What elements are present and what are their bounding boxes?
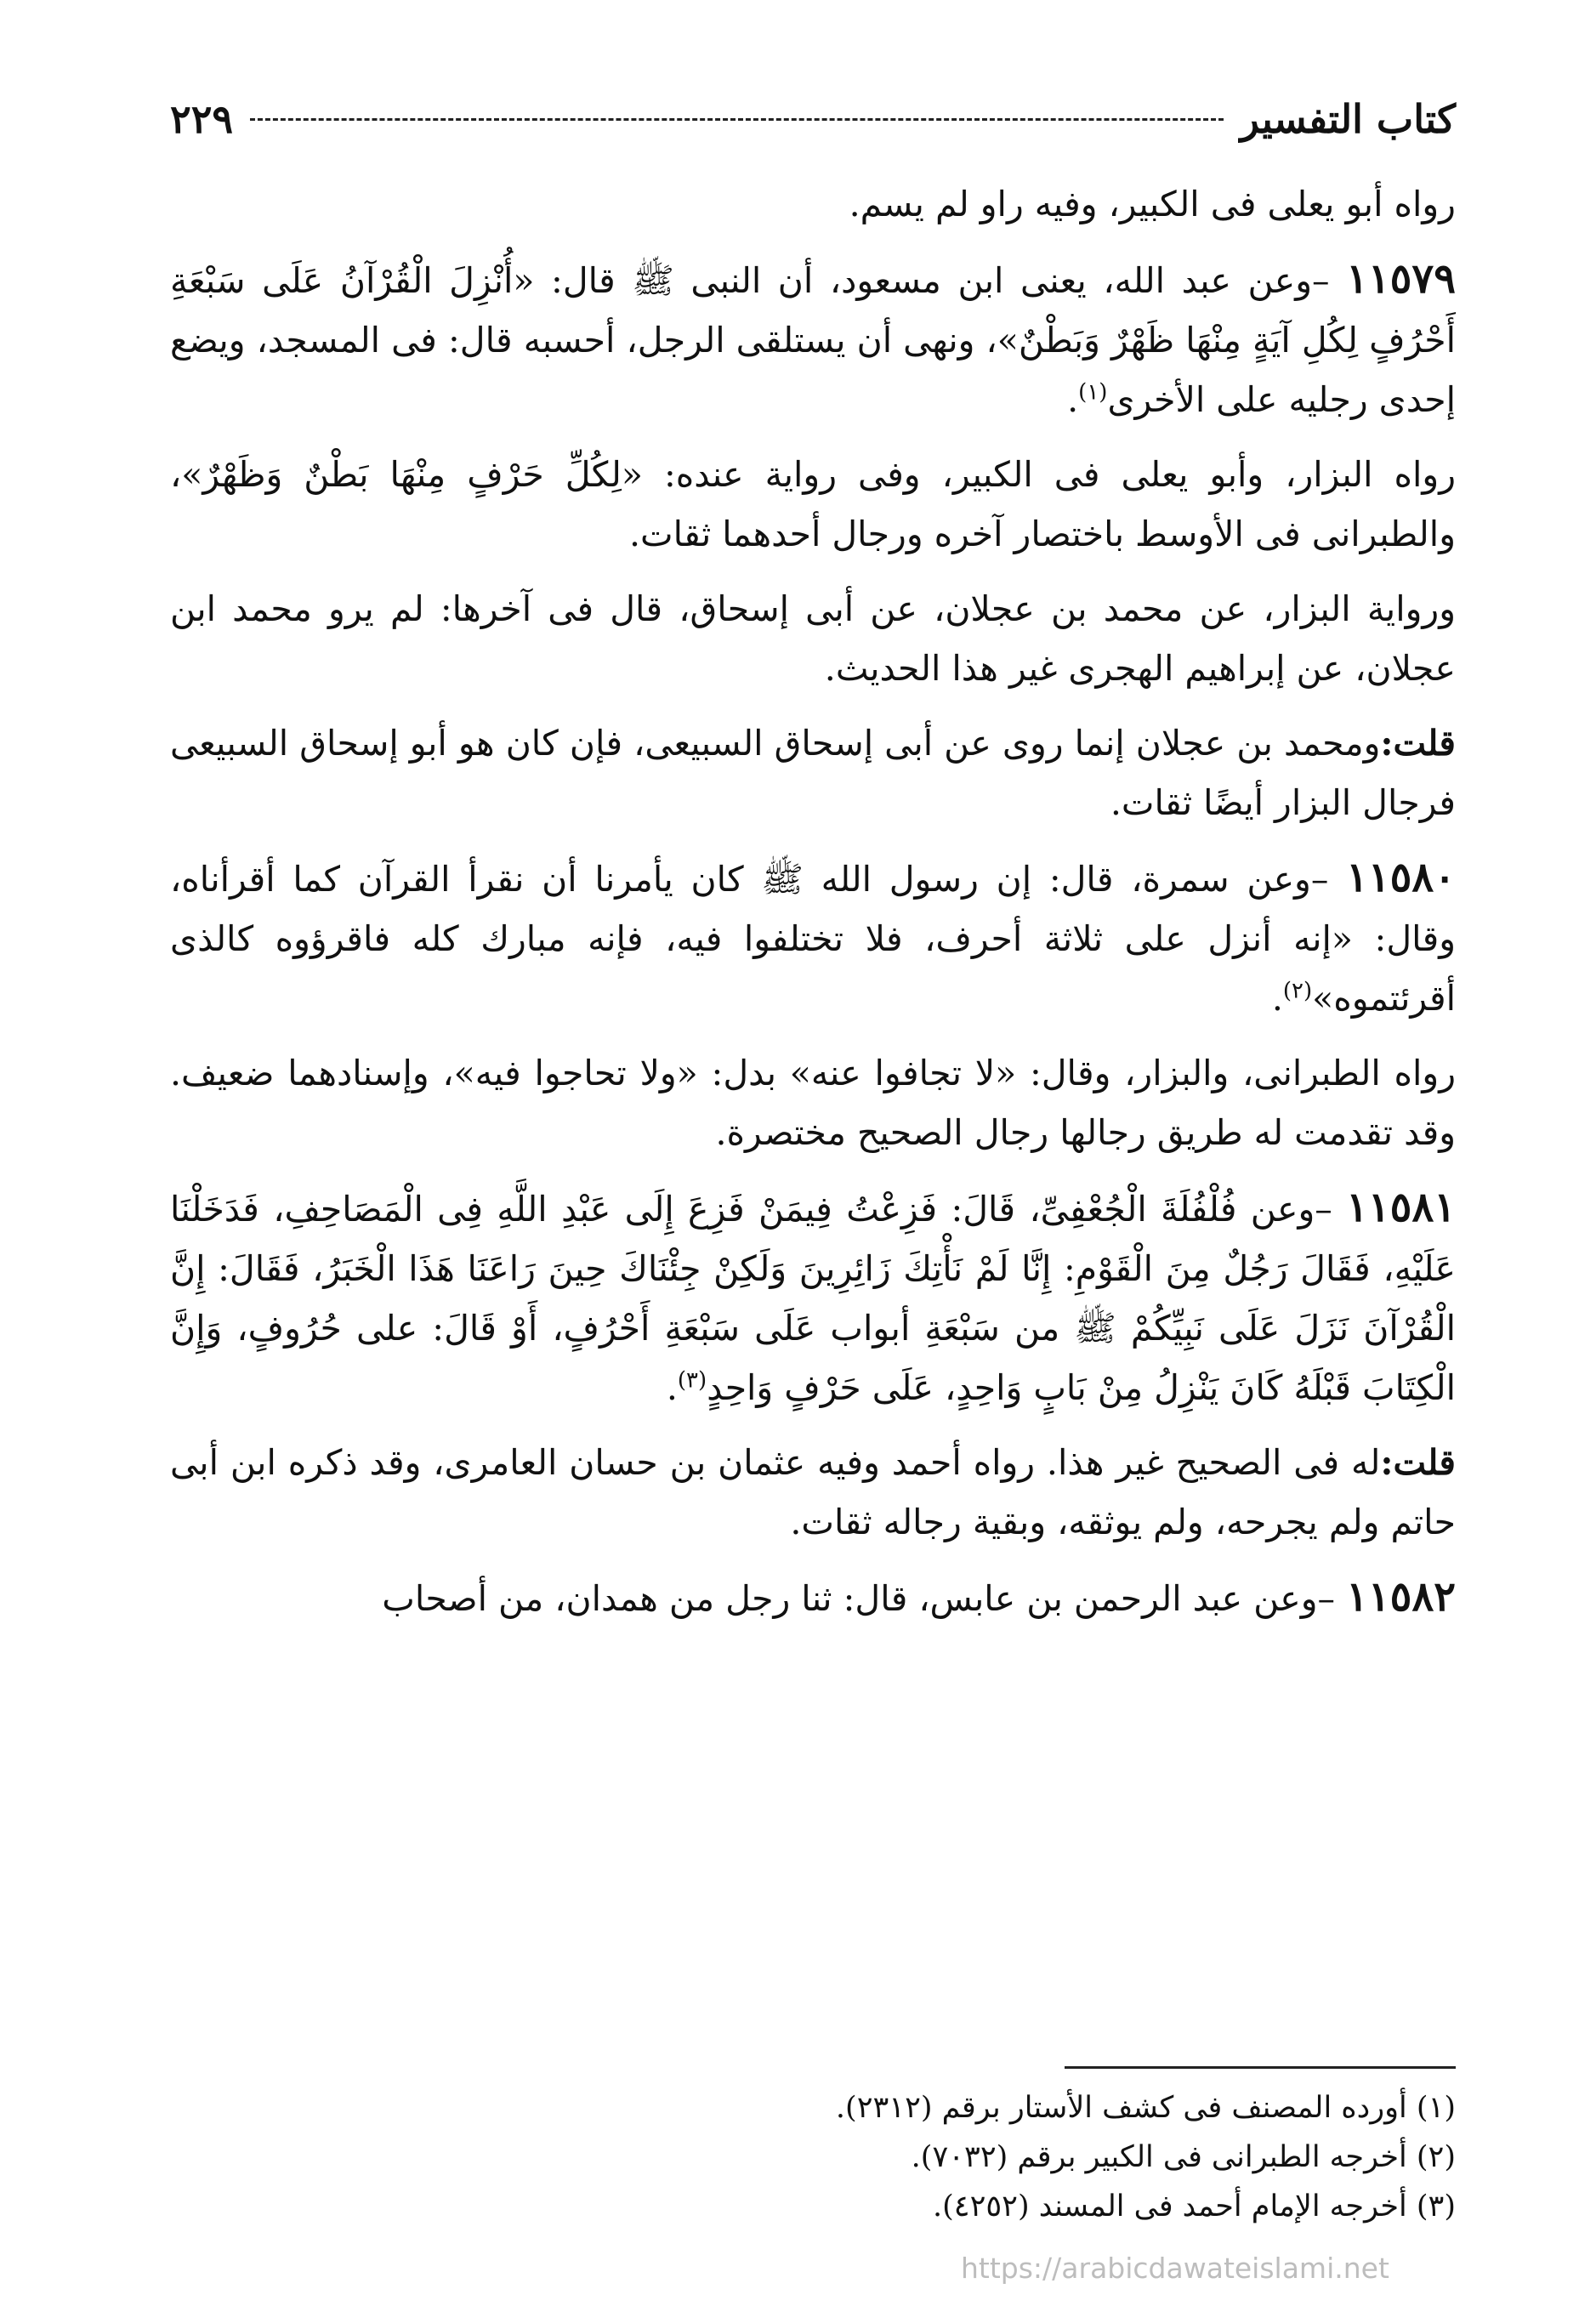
paragraph: ١١٥٧٩ –وعن عبد الله، يعنى ابن مسعود، أن النبى ﷺ قال: «أُنْزِلَ الْقُرْآنُ عَلَى سَبْعَةِ أَحْرُفٍ لِكُلِ آيَةٍ مِنْهَا ظَهْرٌ وَبَطْنٌ»، ونهى أن يستلقى الرجل، أحسبه قال: فى المسجد، ويضع إحدى رجليه على الأخرى$^{(١)}$.	[170, 255, 1456, 420]
book-title: كتاب التفسير	[1240, 96, 1456, 142]
footnote: (١) أورده المصنف فى كشف الأستار برقم (٢٣١٢).	[835, 2091, 1456, 2125]
paragraph-text: له فى الصحيح غير هذا. رواه أحمد وفيه عثمان بن حسان العامرى، وقد ذكره ابن أبى حاتم ولم يجرحه، ولم يوثقه، وبقية رجاله ثقات.	[170, 1442, 1456, 1542]
paragraph-text: ورواية البزار، عن محمد بن عجلان، عن أبى إسحاق، قال فى آخرها: لم يرو محمد ابن عجلان، عن إبراهيم الهجرى غير هذا الحديث.	[170, 588, 1456, 689]
paragraph	[170, 1043, 1456, 1162]
paragraph-text: رواه البزار، وأبو يعلى فى الكبير، وفى رواية عنده: «لِكُلِّ حَرْفٍ مِنْهَا بَطْنٌ وَظَهْرٌ»، والطبرانى فى الأوسط باختصار آخره ورجال أحدهما ثقات.	[170, 454, 1456, 554]
paragraph	[170, 713, 1456, 832]
paragraph-text: –وعن عبد الله، يعنى ابن مسعود، أن النبى ﷺ قال: «أُنْزِلَ الْقُرْآنُ عَلَى سَبْعَةِ أَحْرُفٍ لِكُلِ آيَةٍ مِنْهَا ظَهْرٌ وَبَطْنٌ»، ونهى أن يستلقى الرجل، أحسبه قال: فى المسجد، ويضع إحدى رجليه على الأخرى	[170, 260, 1456, 420]
paragraph: ١١٥٨١ –وعن فُلْفُلَةَ الْجُعْفِىِّ، قَالَ: فَزِعْتُ فِيمَنْ فَزِعَ إِلَى عَبْدِ اللَّهِ فِى الْمَصَاحِفِ، فَدَخَلْنَا عَلَيْهِ، فَقَالَ رَجُلٌ مِنَ الْقَوْمِ: إِنَّا لَمْ نَأْتِكَ زَائِرِينَ وَلَكِنْ جِئْنَاكَ حِينَ رَاعَنَا هَذَا الْخَبَرُ، فَقَالَ: إِنَّ الْقُرْآنَ نَزَلَ عَلَى نَبِيِّكُمْ ﷺ من سَبْعَةِ أبواب عَلَى سَبْعَةِ أَحْرُفٍ، أَوْ قَالَ: على حُرُوفٍ، وَإِنَّ الْكِتَابَ قَبْلَهُ كَانَ يَنْزِلُ مِنْ بَابٍ وَاحِدٍ، عَلَى حَرْفٍ وَاحِدٍ$^{(٣)}$.	[170, 1184, 1456, 1408]
footnote: (٣) أخرجه الإمام أحمد فى المسند (٤٢٥٢).	[932, 2190, 1456, 2224]
footnote-ref: (١)	[1078, 379, 1108, 406]
footnote-separator	[1065, 2066, 1456, 2069]
paragraph-text: –وعن فُلْفُلَةَ الْجُعْفِىِّ، قَالَ: فَزِعْتُ فِيمَنْ فَزِعَ إِلَى عَبْدِ اللَّهِ فِى الْمَصَاحِفِ، فَدَخَلْنَا عَلَيْهِ، فَقَالَ رَجُلٌ مِنَ الْقَوْمِ: إِنَّا لَمْ نَأْتِكَ زَائِرِينَ وَلَكِنْ جِئْنَاكَ حِينَ رَاعَنَا هَذَا الْخَبَرُ، فَقَالَ: إِنَّ الْقُرْآنَ نَزَلَ عَلَى نَبِيِّكُمْ ﷺ من سَبْعَةِ أبواب عَلَى سَبْعَةِ أَحْرُفٍ، أَوْ قَالَ: على حُرُوفٍ، وَإِنَّ الْكِتَابَ قَبْلَهُ كَانَ يَنْزِلُ مِنْ بَابٍ وَاحِدٍ، عَلَى حَرْفٍ وَاحِدٍ	[170, 1189, 1456, 1408]
paragraph: ١١٥٨٠ –وعن سمرة، قال: إن رسول الله ﷺ كان يأمرنا أن نقرأ القرآن كما أقرأناه، وقال: «إنه أنزل على ثلاثة أحرف، فلا تختلفوا فيه، فإنه مبارك كله فاقرؤوه كالذى أقرئتموه»$^{(٢)}$.	[170, 854, 1456, 1019]
footnote-ref: (٣)	[677, 1367, 707, 1394]
paragraph-text: –وعن سمرة، قال: إن رسول الله ﷺ كان يأمرنا أن نقرأ القرآن كما أقرأناه، وقال: «إنه أنزل على ثلاثة أحرف، فلا تختلفوا فيه، فإنه مبارك كله فاقرؤوه كالذى أقرئتموه»	[170, 859, 1456, 1019]
page-header	[170, 85, 1456, 153]
paragraph	[170, 174, 1456, 234]
page-number: ٢٢٩	[170, 96, 234, 142]
paragraph	[170, 579, 1456, 698]
hadith-number: ١١٥٨٢	[1346, 1573, 1456, 1621]
header-rule	[250, 118, 1224, 121]
footnotes	[170, 2083, 1456, 2231]
paragraph-text: رواه أبو يعلى فى الكبير، وفيه راو لم يسم.	[849, 184, 1456, 224]
paragraph-lead: قلت:	[1380, 1442, 1456, 1483]
paragraph-lead: قلت:	[1380, 723, 1456, 764]
paragraph	[170, 445, 1456, 564]
hadith-number: ١١٥٨١	[1346, 1184, 1456, 1231]
paragraph-text: رواه الطبرانى، والبزار، وقال: «لا تجافوا عنه» بدل: «ولا تحاجوا فيه»، وإسنادهما ضعيف. وقد تقدمت له طريق رجالها رجال الصحيح مختصرة.	[170, 1053, 1456, 1153]
watermark: https://arabicdawateislami.net	[961, 2252, 1389, 2285]
paragraph-text: –وعن عبد الرحمن بن عابس، قال: ثنا رجل من همدان، من أصحاب	[382, 1578, 1336, 1619]
hadith-number: ١١٥٨٠	[1346, 854, 1456, 901]
paragraph-text: ومحمد بن عجلان إنما روى عن أبى إسحاق السبيعى، فإن كان هو أبو إسحاق السبيعى فرجال البزار أيضًا ثقات.	[170, 723, 1456, 823]
page-body	[170, 174, 1456, 1644]
paragraph	[170, 1433, 1456, 1552]
paragraph	[170, 1567, 1456, 1628]
footnote-ref: (٢)	[1282, 978, 1313, 1004]
footnote: (٢) أخرجه الطبرانى فى الكبير برقم (٧٠٣٢).	[911, 2140, 1456, 2174]
hadith-number: ١١٥٧٩	[1346, 255, 1456, 303]
